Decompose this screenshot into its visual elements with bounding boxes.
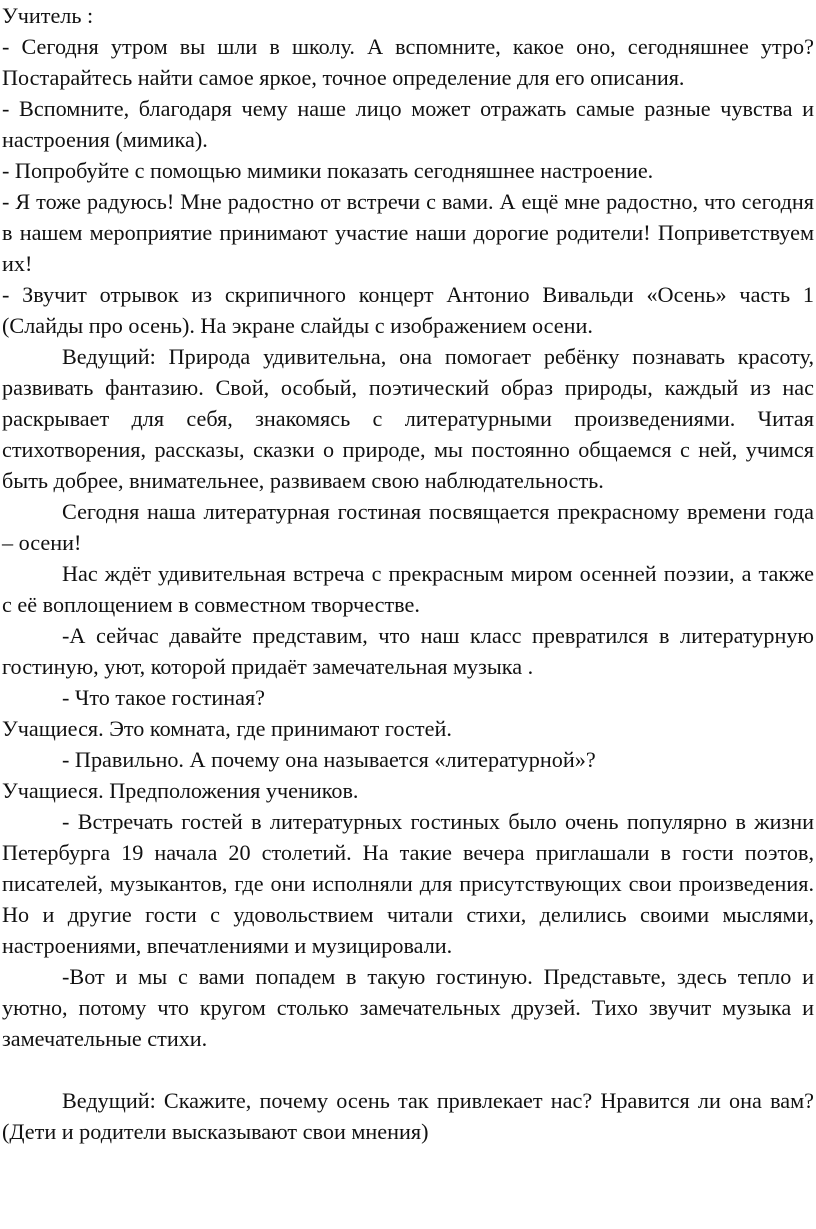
document-page (2, 0, 814, 1147)
paragraph: - Что такое гостиная? (62, 685, 266, 710)
paragraph: - Сегодня утром вы шли в школу. А вспомните, какое оно, сегодняшнее утро? Постарайтесь найти самое яркое, точное определение для его описания. (2, 34, 814, 90)
paragraph: - Встречать гостей в литературных гостиных было очень популярно в жизни Петербурга 19 начала 20 столетий. На такие вечера приглашали в гости поэтов, писателей, музыкантов, где они исполняли для присутствующих свои произведения. Но и другие гости с удовольствием читали стихи, делились своими мыслями, настроениями, впечатлениями и музицировали. (2, 809, 814, 958)
paragraph: - Вспомните, благодаря чему наше лицо может отражать самые разные чувства и настроения (мимика). (2, 96, 814, 152)
paragraph: Ведущий: Природа удивительна, она помогает ребёнку познавать красоту, развивать фантазию. Свой, особый, поэтический образ природы, каждый из нас раскрывает для себя, знакомясь с литературными произведениями. Читая стихотворения, рассказы, сказки о природе, мы постоянно общаемся с ней, учимся быть добрее, внимательнее, развиваем свою наблюдательность. (2, 344, 814, 493)
blank-line (2, 1054, 814, 1085)
paragraph: Ведущий: Скажите, почему осень так привлекает нас? Нравится ли она вам?(Дети и родители высказывают свои мнения) (2, 1088, 814, 1144)
paragraph: -А сейчас давайте представим, что наш класс превратился в литературную гостиную, уют, которой придаёт замечательная музыка . (2, 623, 814, 679)
paragraph: - Звучит отрывок из скрипичного концерт Антонио Вивальди «Осень» часть 1 (Слайды про осень). На экране слайды с изображением осени. (2, 282, 814, 338)
paragraph: - Я тоже радуюсь! Мне радостно от встречи с вами. А ещё мне радостно, что сегодня в нашем мероприятие принимают участие наши дорогие родители! Поприветствуем их! (2, 189, 814, 276)
paragraph: Учащиеся. Это комната, где принимают гостей. (2, 716, 452, 741)
paragraph: - Правильно. А почему она называется «литературной»? (62, 747, 596, 772)
speaker-label: Учитель : (2, 3, 94, 28)
paragraph: Сегодня наша литературная гостиная посвящается прекрасному времени года – осени! (2, 499, 814, 555)
paragraph: Учащиеся. Предположения учеников. (2, 778, 359, 803)
paragraph: -Вот и мы с вами попадем в такую гостиную. Представьте, здесь тепло и уютно, потому что кругом столько замечательных друзей. Тихо звучит музыка и замечательные стихи. (2, 964, 814, 1051)
paragraph: - Попробуйте с помощью мимики показать сегодняшнее настроение. (2, 158, 654, 183)
paragraph: Нас ждёт удивительная встреча с прекрасным миром осенней поэзии, а также с её воплощением в совместном творчестве. (2, 561, 814, 617)
